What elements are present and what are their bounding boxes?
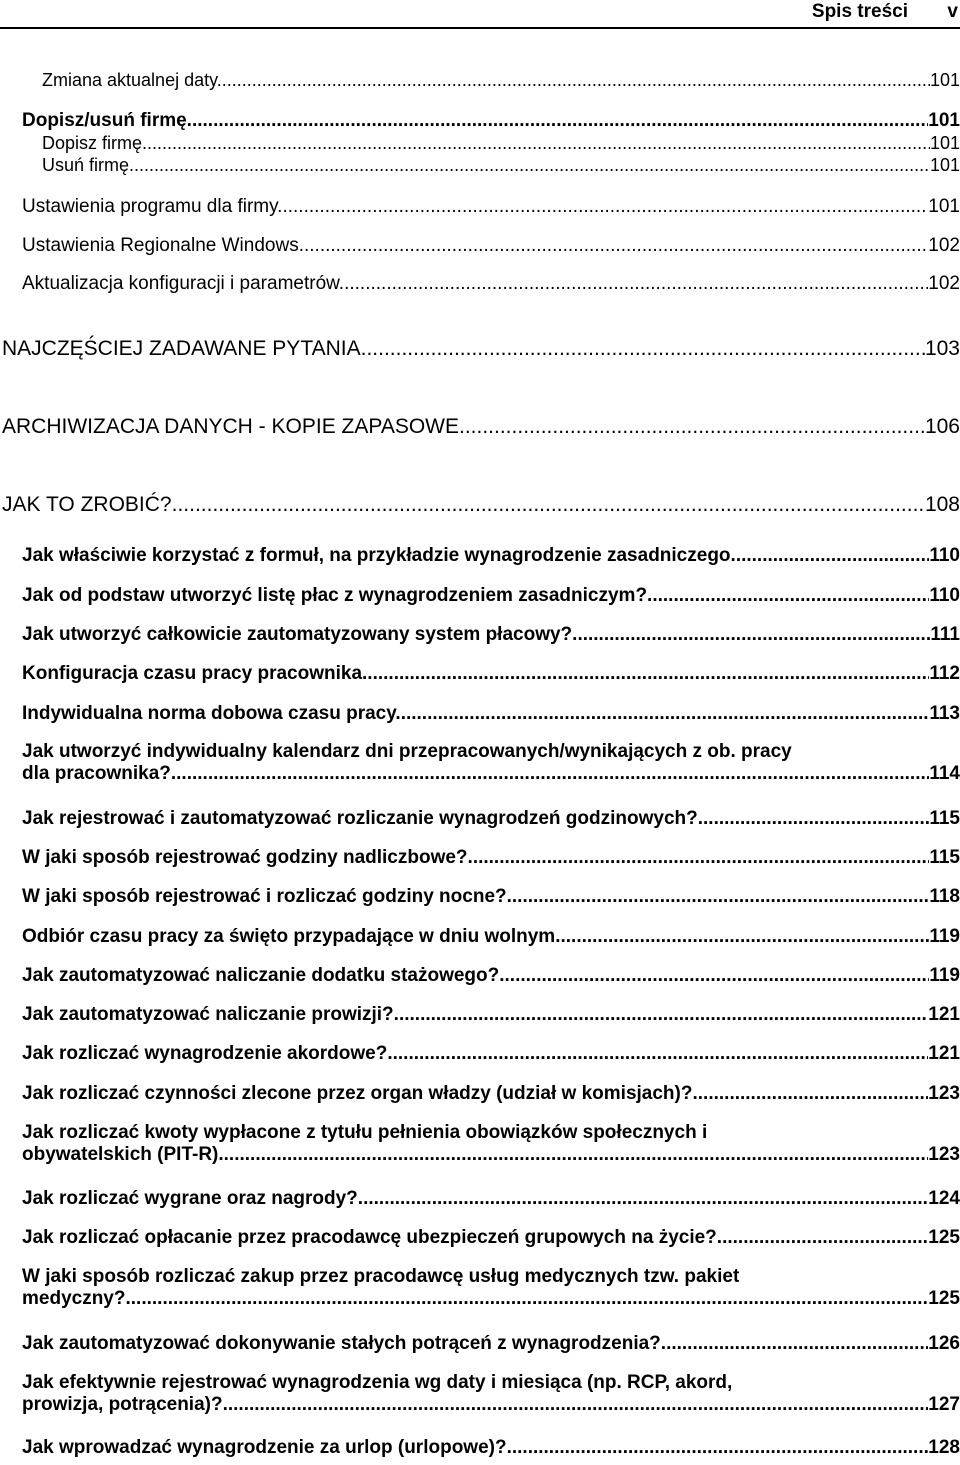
toc-leader-dots bbox=[282, 196, 928, 218]
toc-entry-title: medyczny?. bbox=[22, 1288, 131, 1309]
toc-entry[interactable] bbox=[0, 886, 960, 908]
toc-entry-page: 114 bbox=[929, 763, 960, 784]
toc-entry[interactable] bbox=[0, 1004, 960, 1026]
toc-entry[interactable] bbox=[0, 1372, 960, 1416]
toc-entry[interactable] bbox=[0, 1043, 960, 1065]
toc-entry-page: 128 bbox=[928, 1437, 960, 1458]
toc-entry[interactable] bbox=[0, 1227, 960, 1249]
page-header bbox=[0, 0, 960, 26]
toc-entry-title: Ustawienia Regionalne Windows. bbox=[22, 235, 304, 256]
toc-entry-page: 102 bbox=[928, 235, 960, 256]
toc-entry-title: Jak zautomatyzować naliczanie dodatku stażowego?. bbox=[22, 965, 505, 986]
toc-entry-page: 124 bbox=[928, 1188, 960, 1209]
toc-entry-title: JAK TO ZROBIĆ?. bbox=[2, 493, 178, 516]
toc-entry[interactable] bbox=[0, 1333, 960, 1355]
toc-entry-title: Jak wprowadzać wynagrodzenie za urlop (urlopowe)?. bbox=[22, 1437, 512, 1458]
toc-entry-page: 108 bbox=[924, 493, 960, 516]
toc-entry-page: 111 bbox=[930, 624, 960, 645]
toc-entry-title: Jak zautomatyzować dokonywanie stałych potrąceń z wynagrodzenia?. bbox=[22, 1333, 667, 1354]
toc-leader-dots bbox=[560, 926, 929, 948]
toc-leader-dots bbox=[652, 585, 929, 607]
toc-entry[interactable] bbox=[0, 155, 960, 176]
toc-entry-page: 119 bbox=[929, 965, 960, 986]
toc-entry[interactable] bbox=[0, 545, 960, 567]
toc-leader-dots bbox=[399, 1004, 928, 1026]
toc-entry-title: Jak rozliczać wynagrodzenie akordowe?. bbox=[22, 1043, 393, 1064]
toc-leader-dots bbox=[363, 1188, 928, 1210]
toc-leader-dots bbox=[192, 110, 928, 132]
toc-leader-dots bbox=[366, 337, 925, 361]
toc-entry-title-line2 bbox=[22, 763, 960, 785]
toc-leader-dots bbox=[228, 1394, 928, 1416]
toc-entry[interactable] bbox=[0, 1122, 960, 1166]
toc-entry[interactable] bbox=[0, 235, 960, 257]
toc-entry[interactable] bbox=[0, 847, 960, 869]
toc-entry[interactable] bbox=[0, 624, 960, 646]
toc-entry[interactable] bbox=[0, 703, 960, 725]
toc-entry[interactable] bbox=[0, 415, 960, 439]
toc-entry-title-line1: W jaki sposób rozliczać zakup przez pracodawcę usług medycznych tzw. pakiet bbox=[22, 1266, 740, 1287]
toc-leader-dots bbox=[131, 1288, 929, 1310]
toc-leader-dots bbox=[722, 1227, 928, 1249]
toc-entry[interactable] bbox=[0, 493, 960, 517]
toc-entry-page: 115 bbox=[929, 847, 960, 868]
toc-entry-title: Jak rejestrować i zautomatyzować rozliczanie wynagrodzeń godzinowych?. bbox=[22, 808, 704, 829]
toc-entry-title: Dopisz firmę. bbox=[42, 133, 148, 153]
toc-entry-title: NAJCZĘŚCIEJ ZADAWANE PYTANIA. bbox=[2, 337, 367, 360]
toc-entry-title: Odbiór czasu pracy za święto przypadające w dniu wolnym. bbox=[22, 926, 561, 947]
toc-leader-dots bbox=[698, 1083, 929, 1105]
toc-entry-title-line1: Jak efektywnie rejestrować wynagrodzenia wg daty i miesiąca (np. RCP, akord, bbox=[22, 1372, 733, 1393]
toc-entry-title: prowizja, potrącenia)?. bbox=[22, 1394, 228, 1415]
toc-leader-dots bbox=[703, 808, 929, 830]
toc-entry-title: Konfiguracja czasu pracy pracownika. bbox=[22, 663, 368, 684]
toc-entry-title: Dopisz/usuń firmę. bbox=[22, 110, 192, 131]
toc-entry-title-line2 bbox=[22, 1288, 960, 1310]
toc-entry-title: ARCHIWIZACJA DANYCH - KOPIE ZAPASOWE. bbox=[2, 415, 465, 438]
toc-entry-page: 115 bbox=[929, 808, 960, 829]
toc-entry-title: Ustawienia programu dla firmy. bbox=[22, 196, 283, 217]
toc-entry-page: 103 bbox=[924, 337, 960, 360]
toc-leader-dots bbox=[465, 415, 925, 439]
toc-entry[interactable] bbox=[0, 110, 960, 132]
toc-entry-title: dla pracownika?. bbox=[22, 763, 177, 784]
toc-entry[interactable] bbox=[0, 585, 960, 607]
toc-entry-page: 101 bbox=[928, 196, 960, 217]
toc-entry-page: 113 bbox=[929, 703, 960, 724]
toc-entry[interactable] bbox=[0, 1437, 960, 1459]
toc-leader-dots bbox=[344, 273, 928, 295]
toc-entry[interactable] bbox=[0, 808, 960, 830]
toc-entry-title-line1: Jak utworzyć indywidualny kalendarz dni przepracowanych/wynikających z ob. pracy bbox=[22, 741, 792, 762]
toc-entry-page: 110 bbox=[929, 545, 960, 566]
header-divider bbox=[0, 27, 960, 29]
toc-entry-page: 101 bbox=[929, 155, 960, 175]
toc-entry-page: 102 bbox=[928, 273, 960, 294]
toc-leader-dots bbox=[224, 1144, 929, 1166]
toc-entry[interactable] bbox=[0, 741, 960, 785]
toc-entry-title: Jak rozliczać opłacanie przez pracodawcę ubezpieczeń grupowych na życie?. bbox=[22, 1227, 723, 1248]
toc-entry-title: W jaki sposób rejestrować godziny nadliczbowe?. bbox=[22, 847, 473, 868]
toc-entry[interactable] bbox=[0, 1083, 960, 1105]
toc-entry[interactable] bbox=[0, 965, 960, 987]
toc-entry[interactable] bbox=[0, 196, 960, 218]
toc-entry-page: 119 bbox=[929, 926, 960, 947]
toc-leader-dots bbox=[134, 155, 930, 176]
toc-entry-title: Indywidualna norma dobowa czasu pracy. bbox=[22, 703, 401, 724]
toc-leader-dots bbox=[736, 545, 930, 567]
toc-entry-page: 123 bbox=[928, 1144, 960, 1165]
toc-entry-title-line2 bbox=[22, 1144, 960, 1166]
toc-entry-page: 121 bbox=[928, 1043, 960, 1064]
toc-leader-dots bbox=[393, 1043, 929, 1065]
toc-entry[interactable] bbox=[0, 337, 960, 361]
toc-leader-dots bbox=[505, 965, 930, 987]
toc-entry[interactable] bbox=[0, 1188, 960, 1210]
toc-entry-page: 101 bbox=[929, 70, 960, 90]
toc-entry-title: Jak utworzyć całkowicie zautomatyzowany system płacowy?. bbox=[22, 624, 578, 645]
toc-leader-dots bbox=[401, 703, 930, 725]
toc-leader-dots bbox=[512, 1437, 928, 1459]
toc-entry-page: 101 bbox=[928, 110, 960, 131]
toc-leader-dots bbox=[666, 1333, 928, 1355]
toc-entry[interactable] bbox=[0, 70, 960, 91]
toc-leader-dots bbox=[577, 624, 930, 646]
toc-entry-title: Aktualizacja konfiguracji i parametrów. bbox=[22, 273, 345, 294]
toc-entry-title: Usuń firmę. bbox=[42, 155, 135, 175]
toc-entry-page: 127 bbox=[928, 1394, 960, 1415]
toc-leader-dots bbox=[304, 235, 928, 257]
toc-entry-title: W jaki sposób rejestrować i rozliczać godziny nocne?. bbox=[22, 886, 512, 907]
toc-entry-page: 125 bbox=[928, 1288, 960, 1309]
toc-entry[interactable] bbox=[0, 133, 960, 154]
toc-entry[interactable] bbox=[0, 663, 960, 685]
toc-entry-title: Jak zautomatyzować naliczanie prowizji?. bbox=[22, 1004, 399, 1025]
toc-leader-dots bbox=[367, 663, 929, 685]
toc-entry-page: 110 bbox=[929, 585, 960, 606]
toc-entry-title: obywatelskich (PIT-R). bbox=[22, 1144, 224, 1165]
toc-entry-title-line2 bbox=[22, 1394, 960, 1416]
toc-entry[interactable] bbox=[0, 1266, 960, 1310]
toc-entry-title: Jak właściwie korzystać z formuł, na przykładzie wynagrodzenie zasadniczego. bbox=[22, 545, 736, 566]
toc-entry[interactable] bbox=[0, 273, 960, 295]
toc-entry-page: 125 bbox=[928, 1227, 960, 1248]
toc-leader-dots bbox=[222, 70, 930, 91]
toc-entry-page: 112 bbox=[929, 663, 960, 684]
toc-entry-page: 121 bbox=[928, 1004, 960, 1025]
toc-entry-title: Jak rozliczać czynności zlecone przez organ władzy (udział w komisjach)?. bbox=[22, 1083, 698, 1104]
toc-entry-title: Jak od podstaw utworzyć listę płac z wynagrodzeniem zasadniczym?. bbox=[22, 585, 653, 606]
toc-leader-dots bbox=[473, 847, 930, 869]
toc-entry-title-line1: Jak rozliczać kwoty wypłacone z tytułu pełnienia obowiązków społecznych i bbox=[22, 1122, 708, 1143]
toc-leader-dots bbox=[177, 493, 925, 517]
toc-entry[interactable] bbox=[0, 926, 960, 948]
toc-leader-dots bbox=[512, 886, 929, 908]
toc-entry-title: Jak rozliczać wygrane oraz nagrody?. bbox=[22, 1188, 364, 1209]
toc-entry-page: 123 bbox=[928, 1083, 960, 1104]
toc-leader-dots bbox=[147, 133, 930, 154]
toc-leader-dots bbox=[176, 763, 929, 785]
toc-entry-title: Zmiana aktualnej daty. bbox=[42, 70, 222, 90]
toc-entry-page: 101 bbox=[929, 133, 960, 153]
toc-entry-page: 118 bbox=[929, 886, 960, 907]
header-page-number: v bbox=[947, 1, 958, 22]
header-title: Spis treści bbox=[811, 1, 908, 22]
toc-entry-page: 126 bbox=[928, 1333, 960, 1354]
toc-entry-page: 106 bbox=[924, 415, 960, 438]
